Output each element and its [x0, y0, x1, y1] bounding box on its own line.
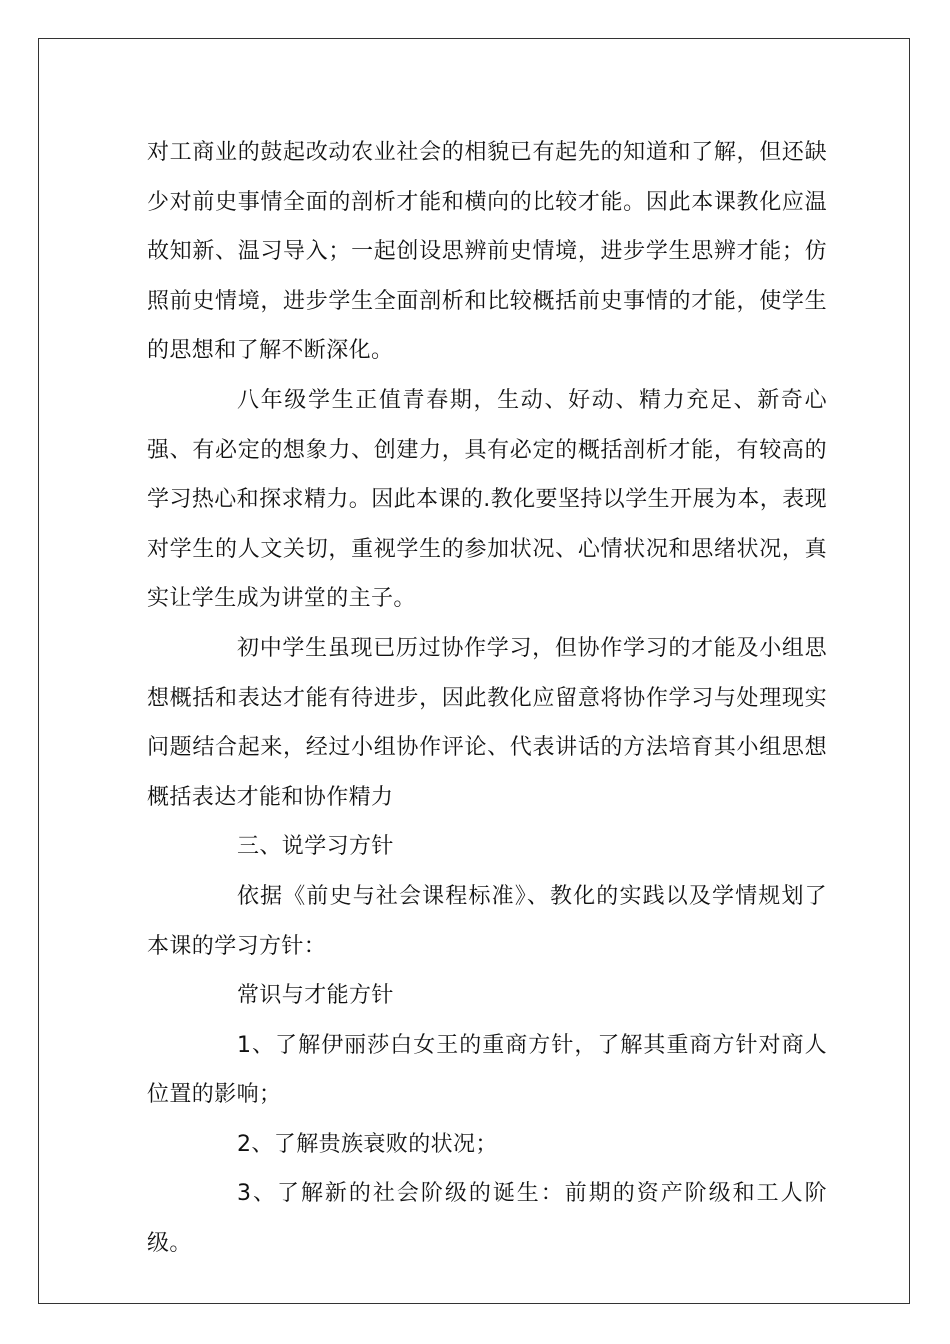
paragraph-continuation: 对工商业的鼓起改动农业社会的相貌已有起先的知道和了解，但还缺少对前史事情全面的剖析才能和横向的比较才能。因此本课教化应温故知新、温习导入；一起创设思辨前史情境，进步学生思辨才能；仿照前史情境，进步学生全面剖析和比较概括前史事情的才能，使学生的思想和了解不断深化。	[147, 140, 827, 364]
goal-item-2: 2、了解贵族衰败的状况；	[237, 1131, 498, 1157]
goal-item-1: 1、了解伊丽莎白女王的重商方针，了解其重商方针对商人位置的影响；	[147, 1032, 827, 1108]
section-heading-learning-goals: 三、说学习方针	[237, 834, 394, 860]
paragraph-cooperative-learning: 初中学生虽现已历过协作学习，但协作学习的才能及小组思想概括和表达才能有待进步，因此教化应留意将协作学习与处理现实问题结合起来，经过小组协作评论、代表讲话的方法培育其小组思想概括表达才能和协作精力	[147, 635, 827, 810]
paragraph-goals-intro: 依据《前史与社会课程标准》、教化的实践以及学情规划了本课的学习方针：	[147, 883, 827, 959]
subheading-knowledge-skills: 常识与才能方针	[237, 983, 394, 1009]
document-body	[147, 128, 827, 1269]
goal-item-3: 3、了解新的社会阶级的诞生：前期的资产阶级和工人阶级。	[147, 1181, 827, 1257]
paragraph-student-characteristics: 八年级学生正值青春期，生动、好动、精力充足、新奇心强、有必定的想象力、创建力，具有必定的概括剖析才能，有较高的学习热心和探求精力。因此本课的.教化要坚持以学生开展为本，表现对学生的人文关切，重视学生的参加状况、心情状况和思绪状况，真实让学生成为讲堂的主子。	[147, 387, 827, 612]
